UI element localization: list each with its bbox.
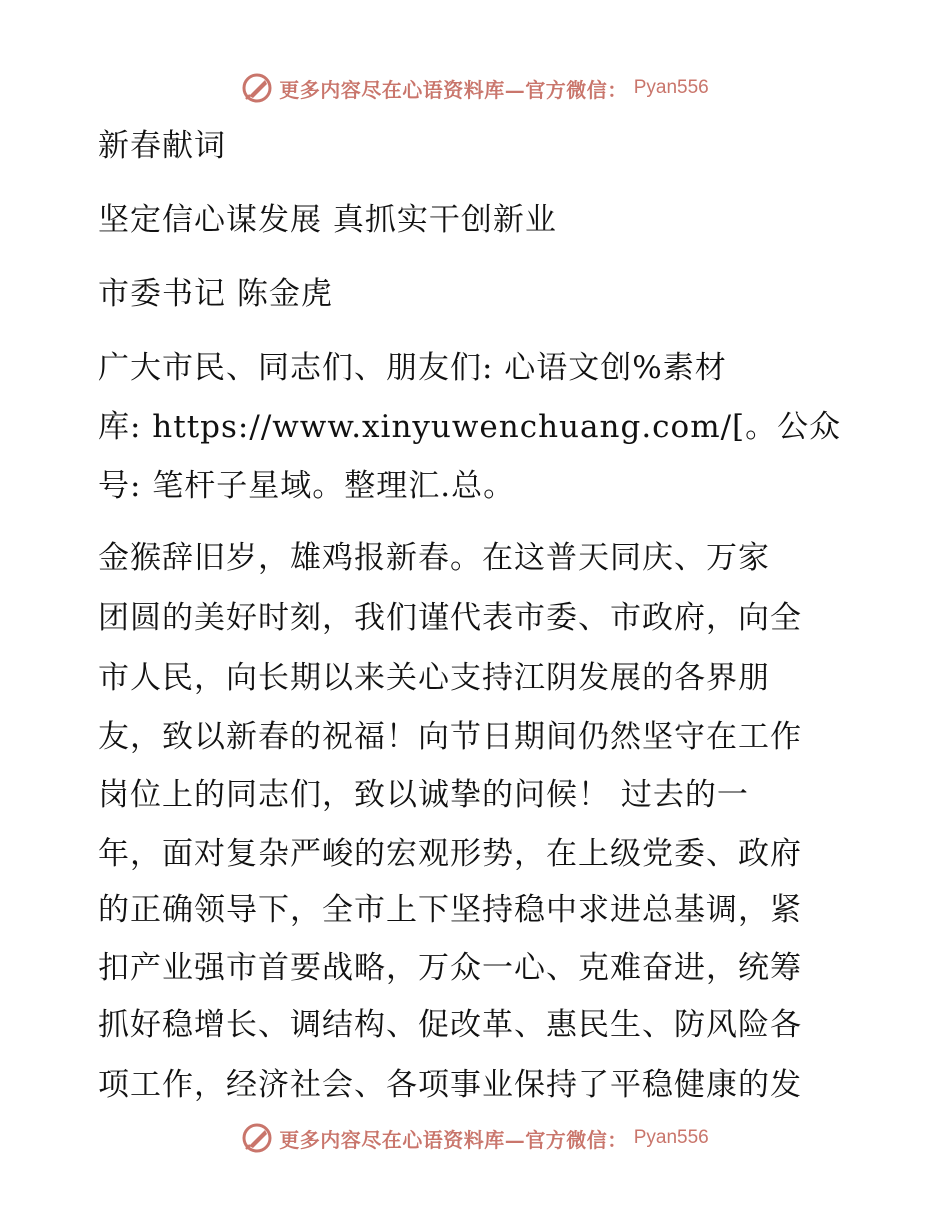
body-line: 团圆的美好时刻，我们谨代表市委、市政府，向全 xyxy=(98,600,802,636)
intro-line: 号: 笔杆子星域。整理汇.总。 xyxy=(98,468,516,504)
body-line: 抓好稳增长、调结构、促改革、惠民生、防风险各 xyxy=(98,1007,802,1043)
intro-line: 广大市民、同志们、朋友们: 心语文创%素材 xyxy=(98,350,727,386)
document-heading: 新春献词 xyxy=(98,128,226,164)
body-line: 岗位上的同志们，致以诚挚的问候！ 过去的一 xyxy=(98,777,749,813)
intro-line: 库: https://www.xinyuwenchuang.com/[。公众 xyxy=(98,409,842,445)
watermark-text: 更多内容尽在心语资料库—官方微信： xyxy=(279,77,628,102)
body-line: 金猴辞旧岁，雄鸡报新春。在这普天同庆、万家 xyxy=(98,540,770,576)
body-line: 市人民，向长期以来关心支持江阴发展的各界朋 xyxy=(98,660,770,696)
quill-pen-logo-icon xyxy=(241,1122,273,1154)
watermark-text: 更多内容尽在心语资料库—官方微信： xyxy=(279,1127,628,1152)
document-title: 坚定信心谋发展 真抓实干创新业 xyxy=(98,202,557,238)
body-line: 项工作，经济社会、各项事业保持了平稳健康的发 xyxy=(98,1067,802,1103)
document-author: 市委书记 陈金虎 xyxy=(98,276,333,312)
body-line: 友，致以新春的祝福！向节日期间仍然坚守在工作 xyxy=(98,719,802,755)
watermark-account: Pyan556 xyxy=(633,1127,709,1148)
watermark-footer xyxy=(0,1122,950,1154)
body-line: 年，面对复杂严峻的宏观形势，在上级党委、政府 xyxy=(98,836,802,872)
quill-pen-logo-icon xyxy=(241,72,273,104)
body-line: 的正确领导下，全市上下坚持稳中求进总基调，紧 xyxy=(98,892,802,928)
watermark-account: Pyan556 xyxy=(633,77,709,98)
body-line: 扣产业强市首要战略，万众一心、克难奋进，统筹 xyxy=(98,950,802,986)
watermark-header xyxy=(0,72,950,104)
